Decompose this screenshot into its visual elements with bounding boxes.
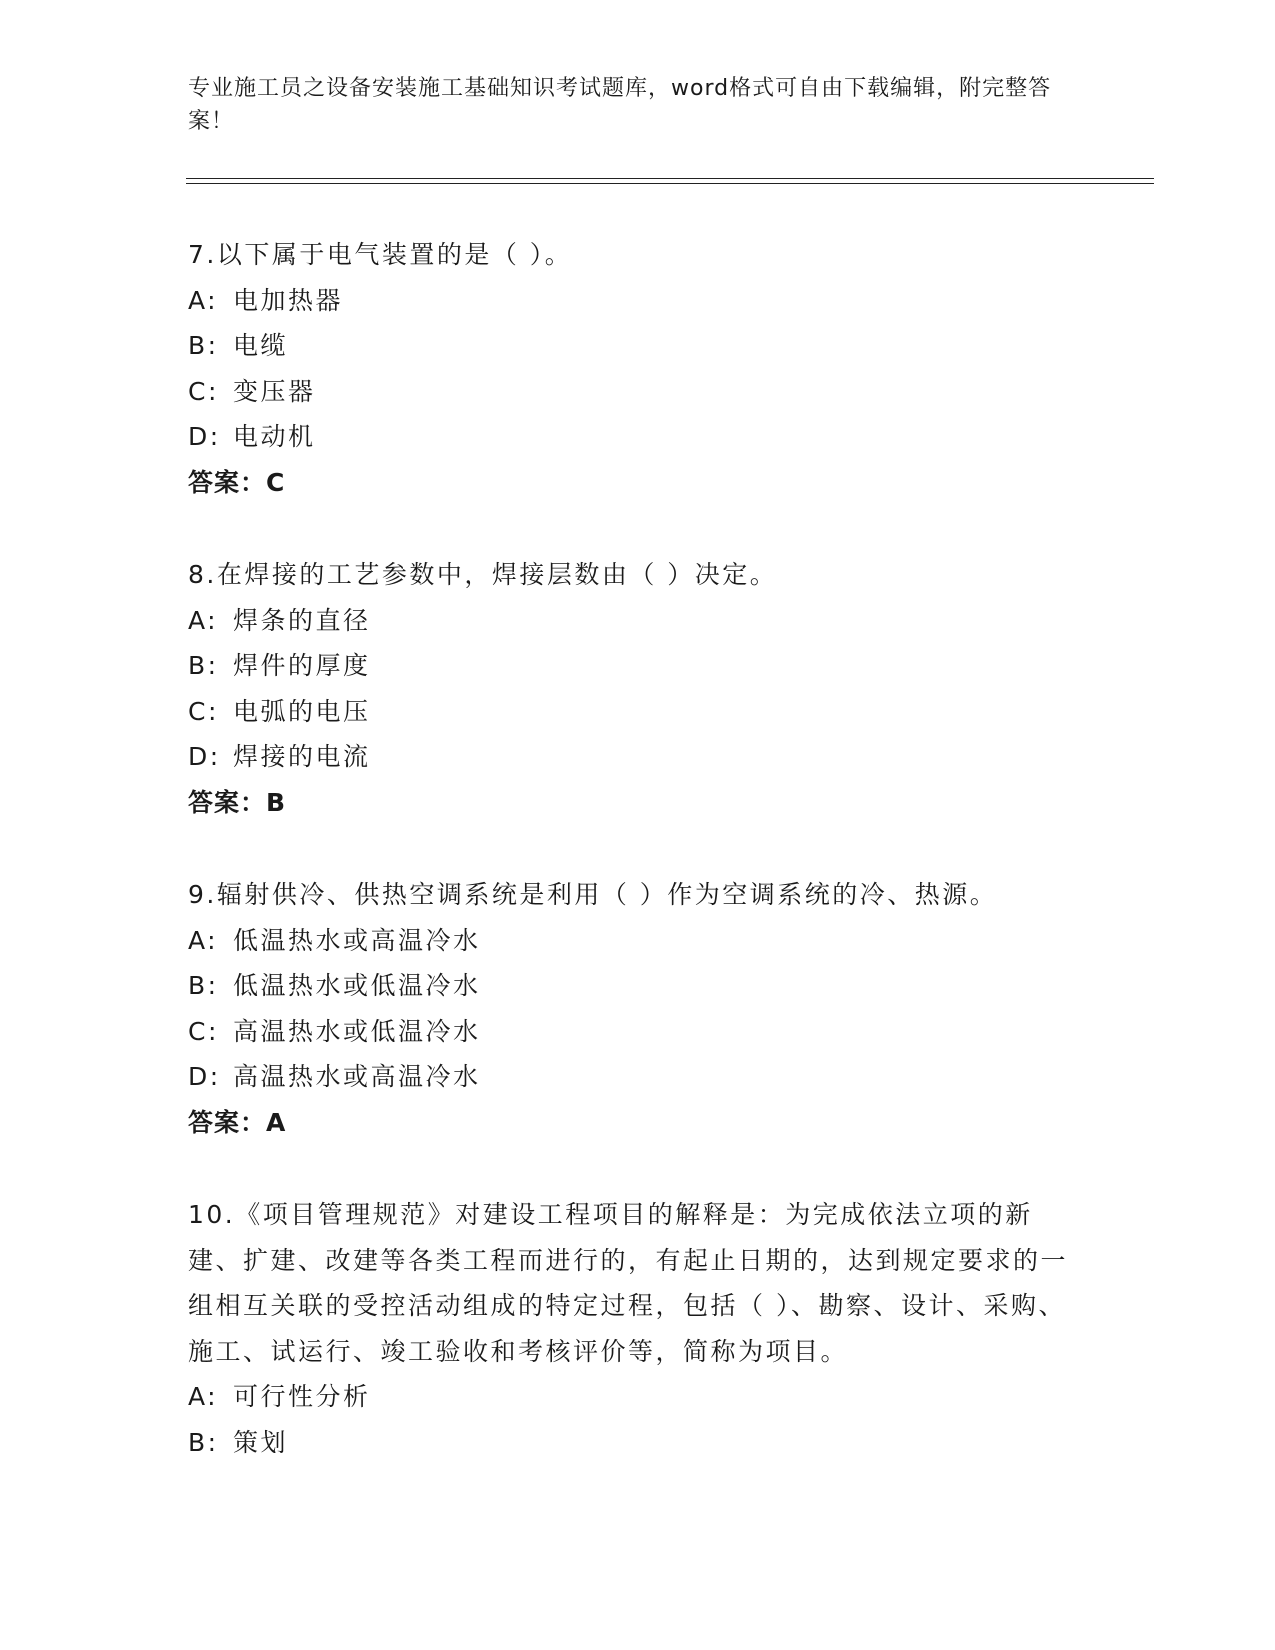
answer: 答案：C — [188, 467, 286, 497]
option-letter: D: — [188, 742, 221, 771]
option-text: 变压器 — [233, 376, 316, 406]
option-text: 低温热水或低温冷水 — [233, 971, 481, 1000]
option-c — [188, 1009, 1088, 1055]
option-letter: B: — [188, 331, 219, 360]
option-b — [188, 323, 1088, 369]
option-d — [188, 414, 1088, 460]
option-text: 策划 — [233, 1427, 289, 1457]
option-text: 电缆 — [233, 331, 289, 360]
answer: 答案：B — [188, 787, 287, 817]
option-letter: A: — [188, 605, 219, 635]
answer: 答案：A — [188, 1107, 287, 1137]
option-letter: B: — [188, 651, 219, 680]
question-9 — [188, 872, 1088, 1145]
question-10 — [188, 1192, 1068, 1465]
option-b — [188, 643, 1088, 689]
header-divider-top — [186, 178, 1154, 179]
question-stem: 9.辐射供冷、供热空调系统是利用（ ）作为空调系统的冷、热源。 — [188, 880, 998, 909]
question-8 — [188, 552, 1088, 825]
option-text: 电加热器 — [233, 285, 344, 315]
option-letter: A: — [188, 1382, 219, 1411]
option-text: 电弧的电压 — [233, 696, 371, 726]
option-text: 低温热水或高温冷水 — [233, 925, 481, 955]
option-a — [188, 918, 1088, 964]
question-stem: 7.以下属于电气装置的是（ ）。 — [188, 240, 573, 269]
option-letter: D: — [188, 1062, 221, 1091]
option-text: 高温热水或低温冷水 — [233, 1016, 481, 1046]
option-d — [188, 1054, 1088, 1100]
option-letter: A: — [188, 285, 219, 315]
option-text: 可行性分析 — [233, 1382, 371, 1411]
document-header: 专业施工员之设备安装施工基础知识考试题库，word格式可自由下载编辑，附完整答案！ — [188, 76, 1052, 134]
question-stem: 10.《项目管理规范》对建设工程项目的解释是：为完成依法立项的新建、扩建、改建等各类工程而进行的，有起止日期的，达到规定要求的一组相互关联的受控活动组成的特定过程，包括（ ）、勘察、设计、采购、施工、试运行、竣工验收和考核评价等，简称为项目。 — [188, 1200, 1069, 1366]
option-c — [188, 689, 1088, 735]
option-text: 高温热水或高温冷水 — [233, 1062, 481, 1091]
option-d — [188, 734, 1088, 780]
option-b — [188, 963, 1088, 1009]
header-divider-bottom — [186, 183, 1154, 184]
option-letter: B: — [188, 1427, 219, 1457]
question-7 — [188, 232, 1088, 505]
option-letter: D: — [188, 422, 221, 451]
option-text: 电动机 — [233, 422, 316, 451]
option-a — [188, 1374, 1068, 1420]
question-stem: 8.在焊接的工艺参数中，焊接层数由（ ）决定。 — [188, 560, 778, 589]
option-b — [188, 1420, 1068, 1466]
option-letter: B: — [188, 971, 219, 1000]
option-a — [188, 598, 1088, 644]
option-letter: A: — [188, 925, 219, 955]
option-text: 焊接的电流 — [233, 742, 371, 771]
option-a — [188, 278, 1088, 324]
option-letter: C: — [188, 696, 219, 726]
option-text: 焊条的直径 — [233, 605, 371, 635]
option-letter: C: — [188, 376, 219, 406]
option-text: 焊件的厚度 — [233, 651, 371, 680]
option-c — [188, 369, 1088, 415]
option-letter: C: — [188, 1016, 219, 1046]
